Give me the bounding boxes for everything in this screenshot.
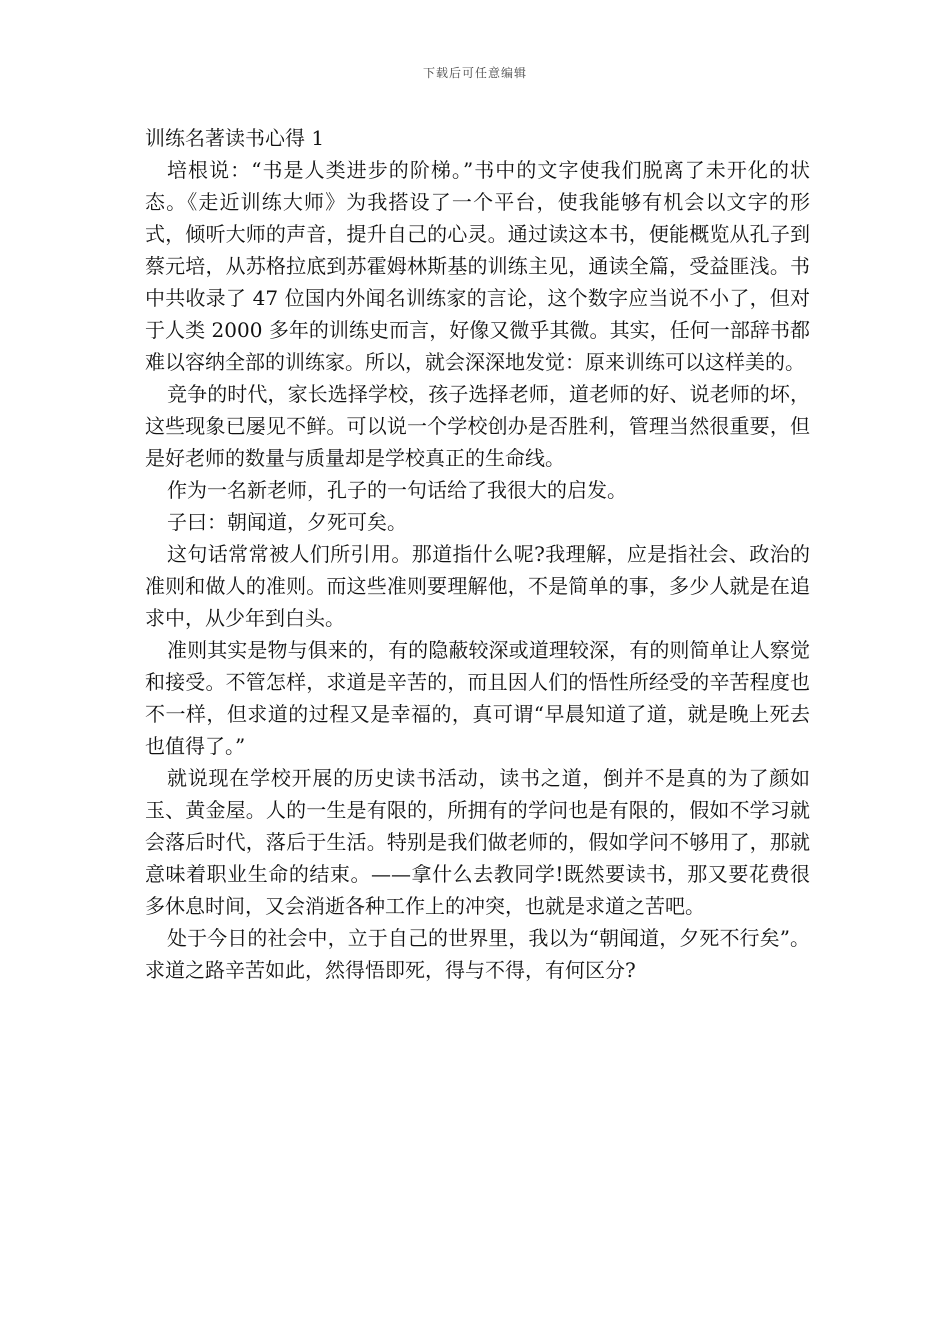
- paragraph: 竞争的时代，家长选择学校，孩子选择老师，道老师的好、说老师的坏，这些现象已屡见不鲜。可以说一个学校创办是否胜利，管理当然很重要，但是好老师的数量与质量却是学校真正的生命线。: [145, 382, 810, 470]
- document-body: [145, 122, 810, 986]
- paragraph: 作为一名新老师，孔子的一句话给了我很大的启发。: [167, 478, 627, 502]
- paragraph: 就说现在学校开展的历史读书活动，读书之道，倒并不是真的为了颜如玉、黄金屋。人的一生是有限的，所拥有的学问也是有限的，假如不学习就会落后时代，落后于生活。特别是我们做老师的，假如学问不够用了，那就意味着职业生命的结束。——拿什么去教同学!既然要读书，那又要花费很多休息时间，又会消逝各种工作上的冲突，也就是求道之苦吧。: [145, 766, 810, 918]
- paragraph: 这句话常常被人们所引用。那道指什么呢?我理解，应是指社会、政治的准则和做人的准则。而这些准则要理解他，不是简单的事，多少人就是在追求中，从少年到白头。: [145, 542, 810, 630]
- paragraph: 子曰：朝闻道，夕死可矣。: [167, 510, 407, 534]
- paragraph: 培根说：“书是人类进步的阶梯。”书中的文字使我们脱离了未开化的状态。《走近训练大师》为我搭设了一个平台，使我能够有机会以文字的形式，倾听大师的声音，提升自己的心灵。通过读这本书，便能概览从孔子到蔡元培，从苏格拉底到苏霍姆林斯基的训练主见，通读全篇，受益匪浅。书中共收录了 47 位国内外闻名训练家的言论，这个数字应当说不小了，但对于人类 2000 多年的训练史而言，好像又微乎其微。其实，任何一部辞书都难以容纳全部的训练家。所以，就会深深地发觉：原来训练可以这样美的。: [145, 158, 810, 374]
- paragraph: 准则其实是物与俱来的，有的隐蔽较深或道理较深，有的则简单让人察觉和接受。不管怎样，求道是辛苦的，而且因人们的悟性所经受的辛苦程度也不一样，但求道的过程又是幸福的，真可谓“早晨知道了道，就是晚上死去也值得了。”: [145, 638, 810, 758]
- document-title: 训练名著读书心得 1: [145, 126, 325, 150]
- page-header: 下载后可任意编辑: [422, 66, 527, 80]
- paragraph: 处于今日的社会中，立于自己的世界里，我以为“朝闻道，夕死不行矣”。求道之路辛苦如此，然得悟即死，得与不得，有何区分?: [145, 926, 810, 982]
